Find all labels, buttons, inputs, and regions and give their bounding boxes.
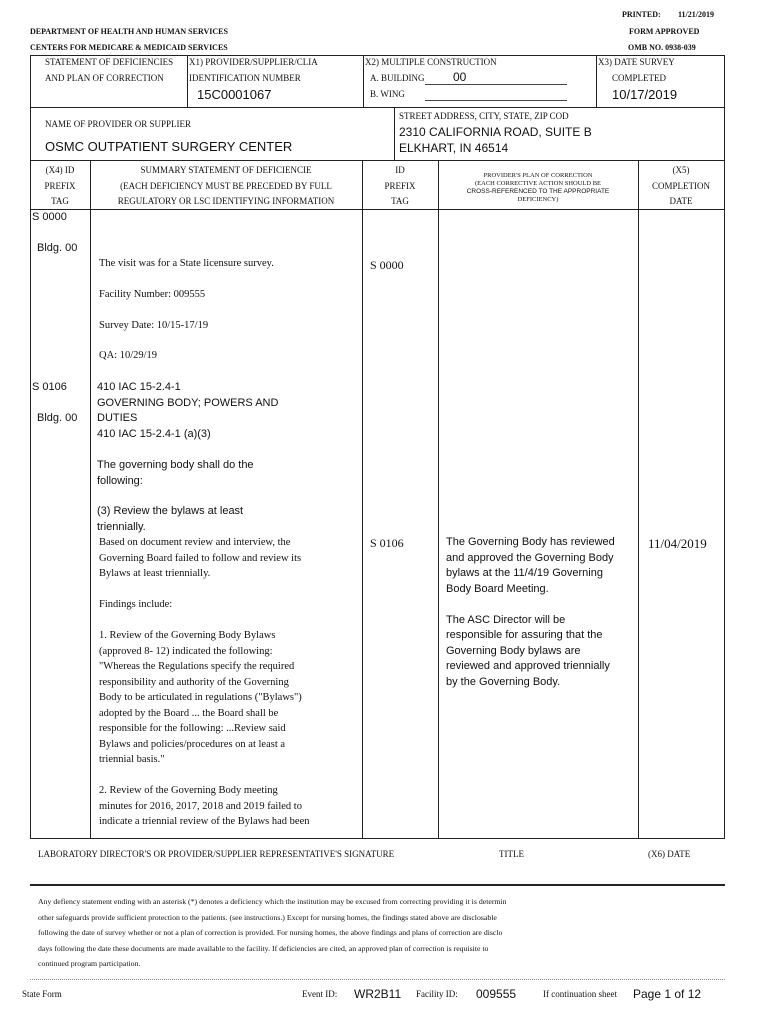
finding-line: adopted by the Board ... the Board shall be bbox=[99, 707, 279, 719]
survey-text-2: Facility Number: 009555 bbox=[99, 289, 206, 300]
finding-line: Bylaws at least triennially. bbox=[99, 568, 211, 579]
finding-line: indicate a triennial review of the Bylaws had been bbox=[99, 816, 310, 827]
plan-line: Body Board Meeting. bbox=[446, 582, 549, 595]
col-summary-1: SUMMARY STATEMENT OF DEFICIENCIE bbox=[140, 165, 312, 175]
address-label: STREET ADDRESS, CITY, STATE, ZIP COD bbox=[399, 111, 569, 121]
plan-line: and approved the Governing Body bbox=[446, 551, 614, 564]
state-form-label: State Form bbox=[22, 989, 62, 999]
col-plan-4: DEFICIENCY) bbox=[517, 196, 559, 203]
finding-line: Bylaws and policies/procedures on at least a bbox=[99, 738, 286, 750]
col-x5-1: (X5) bbox=[672, 165, 690, 175]
form-approved: FORM APPROVED bbox=[629, 27, 700, 36]
regulation-line: DUTIES bbox=[97, 412, 138, 424]
building-value: 00 bbox=[453, 70, 467, 84]
survey-completed-date: 10/17/2019 bbox=[612, 87, 678, 102]
plan-line: The Governing Body has reviewed bbox=[446, 536, 615, 548]
plan-line: reviewed and approved triennially bbox=[446, 660, 610, 672]
prefix-s0000: S 0000 bbox=[370, 258, 404, 272]
regulation-line: (3) Review the bylaws at least bbox=[97, 505, 244, 517]
facility-id-value: 009555 bbox=[476, 987, 517, 1001]
disclaimer-line: Any defiency statement ending with an asterisk (*) denotes a deficiency which the institution may be excused from correcting providing it is determin bbox=[38, 897, 507, 906]
survey-text-4: QA: 10/29/19 bbox=[99, 350, 158, 361]
x3-label-2: COMPLETED bbox=[612, 73, 666, 83]
plan-of-correction bbox=[446, 535, 615, 690]
finding-line: Findings include: bbox=[99, 599, 173, 610]
regulation-line: GOVERNING BODY; POWERS AND bbox=[97, 396, 279, 409]
col-plan-1: PROVIDER'S PLAN OF CORRECTION bbox=[483, 172, 593, 179]
plan-line: by the Governing Body. bbox=[446, 675, 561, 688]
finding-line: Body to be articulated in regulations ("Bylaws") bbox=[99, 692, 302, 703]
disclaimer-line: other safeguards provide sufficient protection to the patients. (see instructions.) Except for nursing homes, the findings stated above are disclosable bbox=[38, 912, 497, 922]
survey-text-1: The visit was for a State licensure survey. bbox=[99, 258, 274, 269]
printed-label: PRINTED: bbox=[622, 10, 661, 19]
col-id-1: ID bbox=[395, 165, 405, 175]
disclaimer bbox=[38, 894, 507, 972]
provider-name: OSMC OUTPATIENT SURGERY CENTER bbox=[45, 139, 293, 154]
regulation-line: The governing body shall do the bbox=[97, 459, 254, 471]
findings-block bbox=[99, 535, 310, 830]
disclaimer-line: following the date of survey whether or not a plan of correction is provided. For nursing homes, the above findings and plans of correction are disclo bbox=[38, 928, 503, 937]
bldg-label-2: Bldg. 00 bbox=[37, 412, 78, 424]
col-plan-2: (EACH CORRECTIVE ACTION SHOULD BE bbox=[474, 180, 602, 187]
regulation-text-2 bbox=[97, 504, 243, 535]
finding-line: responsible for the following: ...Review said bbox=[99, 723, 286, 734]
bldg-label-1: Bldg. 00 bbox=[37, 242, 78, 254]
col-x4-3: TAG bbox=[51, 196, 69, 206]
col-x5-3: DATE bbox=[669, 196, 693, 206]
statement-label-2: AND PLAN OF CORRECTION bbox=[45, 73, 164, 83]
col-plan-3: CROSS-REFERENCED TO THE APPROPRIATE bbox=[466, 188, 610, 195]
plan-line: The ASC Director will be bbox=[446, 613, 566, 626]
provider-name-label: NAME OF PROVIDER OR SUPPLIER bbox=[45, 119, 192, 129]
event-id-value: WR2B11 bbox=[354, 987, 402, 1001]
finding-line bbox=[99, 613, 310, 629]
regulation-block bbox=[97, 380, 278, 442]
disclaimer-line: days following the date these documents are made available to the facility. If deficiencies are cited, an approved plan of correction is requisite to bbox=[38, 943, 489, 953]
col-summary-3: REGULATORY OR LSC IDENTIFYING INFORMATION bbox=[117, 196, 335, 206]
col-summary-2: (EACH DEFICIENCY MUST BE PRECEDED BY FULL bbox=[120, 181, 332, 191]
finding-line: "Whereas the Regulations specify the required bbox=[99, 661, 295, 672]
finding-line bbox=[99, 582, 310, 598]
finding-line: (approved 8- 12) indicated the following: bbox=[99, 645, 273, 657]
title-label: TITLE bbox=[499, 849, 524, 859]
col-id-2: PREFIX bbox=[384, 181, 416, 191]
statement-label-1: STATEMENT OF DEFICIENCIES bbox=[45, 57, 174, 67]
finding-line: minutes for 2016, 2017, 2018 and 2019 failed to bbox=[99, 800, 302, 812]
regulation-text-1 bbox=[97, 458, 254, 489]
regulation-line: triennially. bbox=[97, 520, 146, 533]
clia-number: 15C0001067 bbox=[197, 87, 272, 102]
prefix-s0106: S 0106 bbox=[370, 536, 404, 550]
address-line-1: 2310 CALIFORNIA ROAD, SUITE B bbox=[399, 125, 592, 139]
plan-line bbox=[446, 597, 615, 613]
finding-line: 1. Review of the Governing Body Bylaws bbox=[99, 630, 276, 641]
tag-s0106: S 0106 bbox=[32, 381, 67, 393]
x1-label-2: IDENTIFICATION NUMBER bbox=[189, 73, 301, 83]
agency-line-2: CENTERS FOR MEDICARE & MEDICAID SERVICES bbox=[30, 43, 228, 52]
omb-number: OMB NO. 0938-039 bbox=[628, 43, 696, 52]
wing-label: B. WING bbox=[370, 89, 405, 99]
regulation-line: 410 IAC 15-2.4-1 (a)(3) bbox=[97, 427, 211, 440]
plan-line: responsible for assuring that the bbox=[446, 629, 603, 641]
event-id-label: Event ID: bbox=[302, 989, 338, 999]
address-line-2: ELKHART, IN 46514 bbox=[399, 141, 509, 155]
x6-date-label: (X6) DATE bbox=[648, 849, 691, 859]
col-x4-1: (X4) ID bbox=[45, 165, 75, 175]
regulation-line: 410 IAC 15-2.4-1 bbox=[97, 381, 181, 393]
plan-line: Governing Body bylaws are bbox=[446, 644, 581, 657]
completion-date: 11/04/2019 bbox=[648, 536, 707, 551]
x3-label-1: X3) DATE SURVEY bbox=[598, 57, 675, 67]
disclaimer-line: continued program participation. bbox=[38, 959, 141, 968]
plan-line: bylaws at the 11/4/19 Governing bbox=[446, 567, 603, 579]
x1-label-1: X1) PROVIDER/SUPPLIER/CLIA bbox=[189, 57, 318, 67]
finding-line: Governing Board failed to follow and review its bbox=[99, 552, 302, 564]
x2-label: X2) MULTIPLE CONSTRUCTION bbox=[365, 57, 497, 67]
printed-date: 11/21/2019 bbox=[678, 10, 715, 19]
page-number: Page 1 of 12 bbox=[633, 987, 702, 1001]
tag-s0000: S 0000 bbox=[32, 211, 67, 223]
agency-line-1: DEPARTMENT OF HEALTH AND HUMAN SERVICES bbox=[30, 27, 228, 36]
col-x5-2: COMPLETION bbox=[652, 181, 710, 191]
continuation-label: If continuation sheet bbox=[543, 989, 617, 999]
survey-text-3: Survey Date: 10/15-17/19 bbox=[99, 320, 209, 331]
finding-line: triennial basis." bbox=[99, 754, 165, 765]
col-id-3: TAG bbox=[391, 196, 409, 206]
finding-line: Based on document review and interview, the bbox=[99, 537, 291, 548]
signature-label: LABORATORY DIRECTOR'S OR PROVIDER/SUPPLIER REPRESENTATIVE'S SIGNATURE bbox=[38, 849, 395, 859]
finding-line: 2. Review of the Governing Body meeting bbox=[99, 785, 278, 796]
col-x4-2: PREFIX bbox=[44, 181, 76, 191]
finding-line: responsibility and authority of the Governing bbox=[99, 676, 289, 688]
finding-line bbox=[99, 768, 310, 784]
building-label: A. BUILDING bbox=[370, 73, 425, 83]
facility-id-label: Facility ID: bbox=[416, 989, 458, 999]
regulation-line: following: bbox=[97, 474, 143, 487]
